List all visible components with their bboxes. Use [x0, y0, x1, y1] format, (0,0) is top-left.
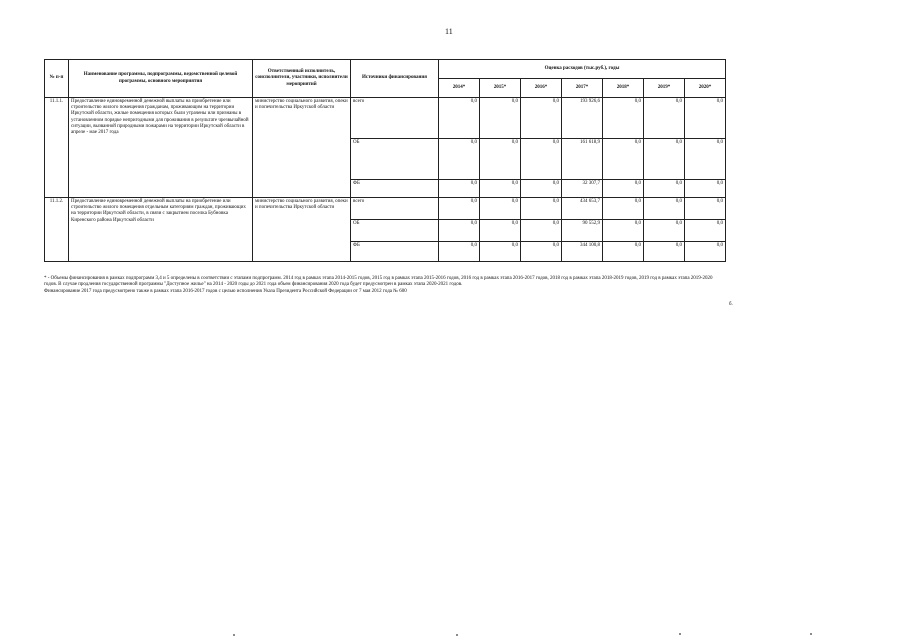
- header-responsible: Ответственный исполнитель, соисполнители, участники, исполнители мероприятий: [253, 60, 351, 98]
- header-year: 2020*: [685, 79, 726, 98]
- row-id: 11.1.2.: [45, 198, 69, 262]
- value-cell: 0,0: [644, 242, 685, 262]
- header-num: № п-п: [45, 60, 69, 98]
- value-cell: 0,0: [603, 98, 644, 139]
- value-cell: 0,0: [685, 220, 726, 242]
- scan-speck: [810, 633, 812, 635]
- value-cell: 0,0: [480, 242, 521, 262]
- footnotes: [44, 276, 724, 295]
- value-cell: 0,0: [685, 139, 726, 180]
- value-cell: 193 926,6: [562, 98, 603, 139]
- value-cell: 0,0: [480, 180, 521, 198]
- scan-speck: [233, 634, 235, 636]
- value-cell: 344 100,8: [562, 242, 603, 262]
- value-cell: 0,0: [439, 180, 480, 198]
- value-cell: 0,0: [439, 242, 480, 262]
- budget-table: [44, 59, 726, 262]
- header-year: 2019*: [644, 79, 685, 98]
- header-name: Наименование программы, подпрограммы, ведомственной целевой программы, основного мероприятия: [69, 60, 253, 98]
- value-cell: 0,0: [603, 180, 644, 198]
- table-row: [45, 198, 726, 220]
- value-cell: 0,0: [480, 98, 521, 139]
- value-cell: 0,0: [685, 98, 726, 139]
- value-cell: 161 618,9: [562, 139, 603, 180]
- source-label: ФБ: [351, 242, 439, 262]
- header-year: 2018*: [603, 79, 644, 98]
- value-cell: 0,0: [603, 198, 644, 220]
- value-cell: 32 307,7: [562, 180, 603, 198]
- value-cell: 0,0: [439, 198, 480, 220]
- header-row: [45, 60, 726, 79]
- page-number: 11: [445, 27, 453, 36]
- value-cell: 0,0: [521, 139, 562, 180]
- page-mark: б.: [729, 302, 733, 307]
- value-cell: 0,0: [521, 198, 562, 220]
- scan-speck: [456, 634, 458, 636]
- value-cell: 0,0: [644, 98, 685, 139]
- value-cell: 0,0: [439, 98, 480, 139]
- value-cell: 0,0: [480, 198, 521, 220]
- value-cell: 0,0: [644, 180, 685, 198]
- value-cell: 90 552,9: [562, 220, 603, 242]
- value-cell: 434 653,7: [562, 198, 603, 220]
- value-cell: 0,0: [480, 220, 521, 242]
- value-cell: 0,0: [644, 220, 685, 242]
- value-cell: 0,0: [439, 139, 480, 180]
- value-cell: 0,0: [603, 139, 644, 180]
- scan-speck: [679, 633, 681, 635]
- source-label: всего: [351, 98, 439, 139]
- value-cell: 0,0: [644, 198, 685, 220]
- table-row: [45, 98, 726, 139]
- header-source: Источники финансирования: [351, 60, 439, 98]
- footnote-2017-funding: Финансирование 2017 года предусмотрено также в рамках этапа 2016-2017 годов с целью исполнения Указа Президента Российской Федерации от 7 мая 2012 года № 600: [44, 288, 407, 294]
- row-id: 11.1.1.: [45, 98, 69, 198]
- value-cell: 0,0: [521, 180, 562, 198]
- source-label: ОБ: [351, 139, 439, 180]
- value-cell: 0,0: [685, 180, 726, 198]
- value-cell: 0,0: [603, 242, 644, 262]
- header-year: 2015*: [480, 79, 521, 98]
- header-year: 2016*: [521, 79, 562, 98]
- header-year: 2014*: [439, 79, 480, 98]
- value-cell: 0,0: [644, 139, 685, 180]
- value-cell: 0,0: [521, 98, 562, 139]
- row-responsible: министерство социального развития, опеки и попечительства Иркутской области: [253, 98, 351, 198]
- header-costs: Оценка расходов (тыс.руб.), годы: [439, 60, 726, 79]
- source-label: всего: [351, 198, 439, 220]
- value-cell: 0,0: [521, 220, 562, 242]
- value-cell: 0,0: [685, 242, 726, 262]
- row-name: Предоставление единовременной денежной выплаты на приобретение или строительство жилого помещения гражданам, проживающим на территории Иркутской области, жилые помещения которых были утрачены или признаны в установленном порядке непригодными для проживания в результате чрезвычайной ситуации, вызванной природными пожарами на территории Иркутской области в апреле - мае 2017 года: [69, 98, 253, 198]
- value-cell: 0,0: [603, 220, 644, 242]
- value-cell: 0,0: [439, 220, 480, 242]
- value-cell: 0,0: [521, 242, 562, 262]
- row-name: Предоставление единовременной денежной выплаты на приобретение или строительство жилого помещения отдельным категориям граждан, проживающих на территории Иркутской области, в связи с закрытием поселка Бубновка Киренского района Иркутской области: [69, 198, 253, 262]
- source-label: ОБ: [351, 220, 439, 242]
- source-label: ФБ: [351, 180, 439, 198]
- value-cell: 0,0: [685, 198, 726, 220]
- value-cell: 0,0: [480, 139, 521, 180]
- footnote-funding-stages: * - Объемы финансирования в рамках подпрограмм 3,4 и 5 определены в соответствии с этапами подпрограмм. 2014 год в рамках этапа 2014-2015 годов, 2015 год в рамках этапа 2015-2016 годов, 2016 год в рамках этапа 2016-2017 годов, 2018 год в рамках этапа 2018-2019 годов, 2019 год в рамках этапа 2019-2020 годов. В случае продления государственной программы "Доступное жилье" на 2014 - 2020 годы до 2021 года объем финансирования 2020 года будет предусмотрен в рамках этапа 2020-2021 годов.: [44, 276, 713, 288]
- header-year: 2017*: [562, 79, 603, 98]
- row-responsible: министерство социального развития, опеки и попечительства Иркутской области: [253, 198, 351, 262]
